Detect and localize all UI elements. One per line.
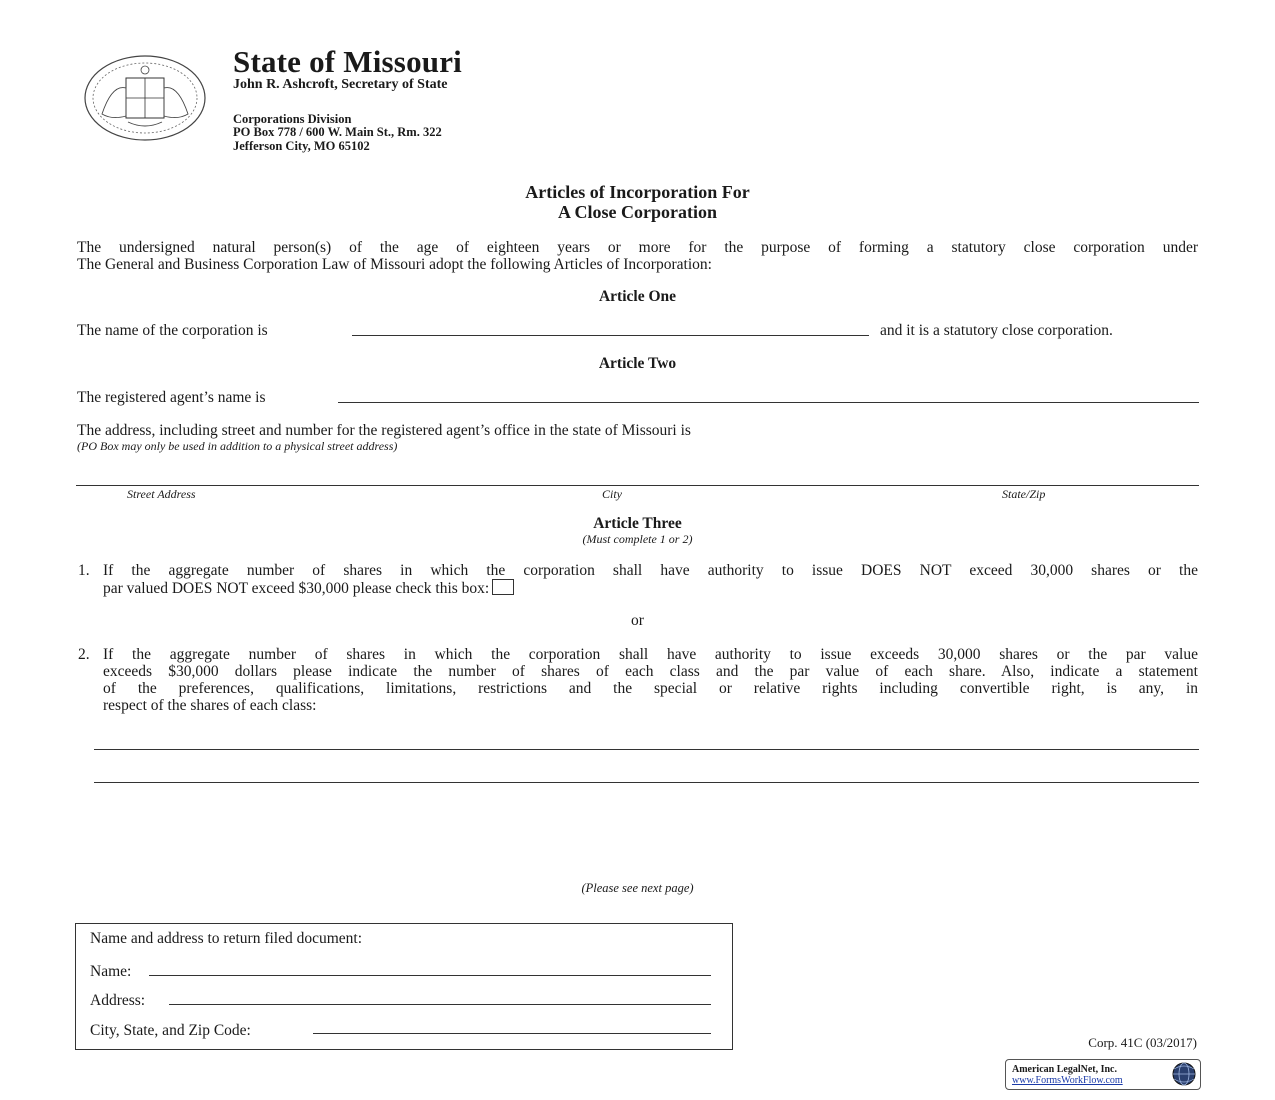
registered-agent-field[interactable] bbox=[338, 402, 1199, 403]
article-one-heading: Article One bbox=[598, 288, 677, 305]
agent-address-field[interactable] bbox=[76, 485, 1199, 486]
option-one-line-1: If the aggregate number of shares in which the corporation shall have authority to issue DOES NOT exceed 30,000 shares or the bbox=[103, 562, 1198, 579]
or-separator: or bbox=[631, 612, 644, 629]
state-zip-caption: State/Zip bbox=[1002, 487, 1046, 501]
form-id: Corp. 41C (03/2017) bbox=[1088, 1035, 1197, 1050]
article-three-heading: Article Three bbox=[593, 515, 682, 532]
secretary-name: John R. Ashcroft, Secretary of State bbox=[233, 77, 448, 92]
form-title-line-2: A Close Corporation bbox=[558, 202, 717, 222]
option-two-line-3: of the preferences, qualifications, limitations, restrictions and the special or relative rights including convertible right, is any, in bbox=[103, 680, 1198, 697]
city-caption: City bbox=[602, 487, 622, 501]
return-box-title: Name and address to return filed document: bbox=[90, 930, 363, 947]
return-address-label: Address: bbox=[90, 992, 146, 1009]
return-name-label: Name: bbox=[90, 963, 132, 980]
shares-statement-line-2[interactable] bbox=[94, 782, 1199, 783]
globe-logo-icon bbox=[1170, 1061, 1198, 1087]
vendor-logo[interactable] bbox=[1005, 1059, 1201, 1090]
division-name: Corporations Division bbox=[233, 112, 352, 126]
option-two-line-1: If the aggregate number of shares in which the corporation shall have authority to issue exceeds 30,000 shares or the par value bbox=[103, 646, 1198, 663]
article-three-note: (Must complete 1 or 2) bbox=[582, 532, 693, 546]
return-address-box bbox=[75, 923, 733, 1050]
close-corporation-statement: and it is a statutory close corporation. bbox=[880, 322, 1113, 339]
option-two-line-2: exceeds $30,000 dollars please indicate the number of shares of each class and the par value of each share. Also, indicate a statement bbox=[103, 663, 1198, 680]
vendor-url[interactable]: www.FormsWorkFlow.com bbox=[1012, 1075, 1123, 1086]
return-name-field[interactable] bbox=[149, 975, 711, 976]
corporation-name-field[interactable] bbox=[352, 335, 869, 336]
option-one bbox=[78, 562, 1199, 598]
return-address-field[interactable] bbox=[169, 1004, 711, 1005]
option-two-number: 2. bbox=[78, 646, 90, 663]
agent-address-label: The address, including street and number for the registered agent’s office in the state of Missouri is bbox=[77, 422, 691, 439]
next-page-note: (Please see next page) bbox=[581, 881, 694, 895]
option-two-line-4: respect of the shares of each class: bbox=[103, 697, 317, 714]
return-csz-label: City, State, and Zip Code: bbox=[90, 1022, 251, 1039]
return-csz-field[interactable] bbox=[313, 1033, 711, 1034]
corporation-name-label: The name of the corporation is bbox=[77, 322, 268, 339]
shares-limit-checkbox[interactable] bbox=[492, 579, 514, 595]
po-box-note: (PO Box may only be used in addition to a physical street address) bbox=[77, 439, 398, 453]
intro-line-2: The General and Business Corporation Law of Missouri adopt the following Articles of Incorporation: bbox=[77, 256, 712, 273]
intro-line-1: The undersigned natural person(s) of the age of eighteen years or more for the purpose of forming a statutory close corporation under bbox=[77, 239, 1198, 256]
form-title-line-1: Articles of Incorporation For bbox=[525, 182, 750, 202]
street-address-caption: Street Address bbox=[127, 487, 196, 501]
state-seal-icon bbox=[82, 54, 208, 142]
option-one-line-2: par valued DOES NOT exceed $30,000 please check this box: bbox=[103, 580, 490, 597]
division-address-line-2: Jefferson City, MO 65102 bbox=[233, 139, 370, 153]
division-address-line-1: PO Box 778 / 600 W. Main St., Rm. 322 bbox=[233, 125, 442, 139]
registered-agent-label: The registered agent’s name is bbox=[77, 389, 266, 406]
page-title: State of Missouri bbox=[233, 44, 462, 79]
article-two-heading: Article Two bbox=[598, 355, 677, 372]
shares-statement-line-1[interactable] bbox=[94, 749, 1199, 750]
vendor-name: American LegalNet, Inc. bbox=[1012, 1064, 1117, 1075]
option-one-number: 1. bbox=[78, 562, 90, 579]
option-two bbox=[78, 646, 1199, 716]
